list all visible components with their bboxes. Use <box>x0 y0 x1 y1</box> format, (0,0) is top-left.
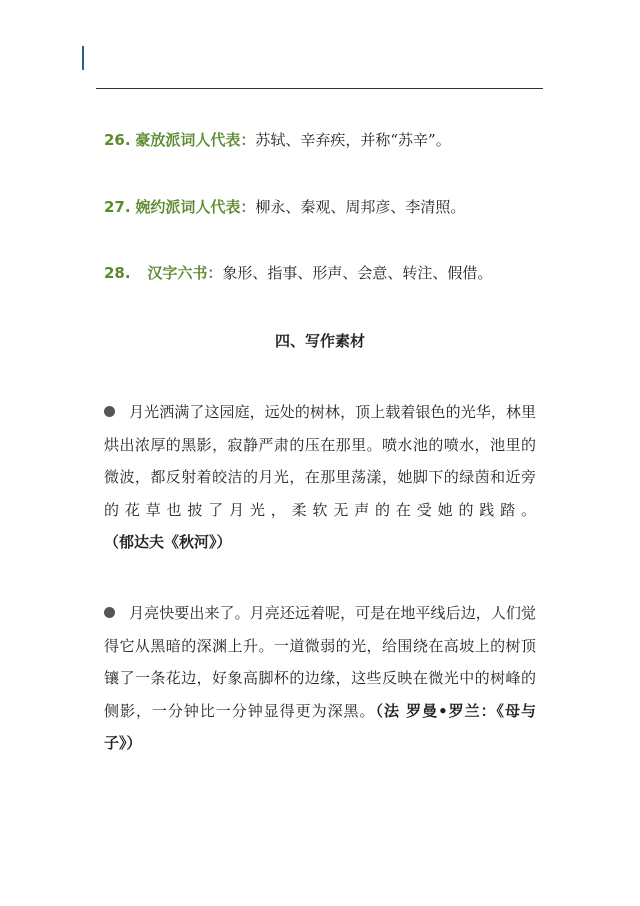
excerpt-paragraph <box>104 396 536 559</box>
bullet-icon <box>104 406 115 417</box>
section-title: 四、写作素材 <box>274 332 365 350</box>
excerpt-paragraph <box>104 597 536 760</box>
item-value: 柳永、秦观、周邦彦、李清照。 <box>255 198 466 216</box>
excerpt-source: （法 罗曼•罗兰：《母与子》） <box>104 701 536 752</box>
item-value: 苏轼、辛弃疾，并称“苏辛”。 <box>255 131 451 149</box>
excerpt-text: 月亮快要出来了。月亮还远着呢，可是在地平线后边，人们觉得它从黑暗的深渊上升。一道微弱的光，给围绕在高坡上的树顶镶了一条花边，好象高脚杯的边缘，这些反映在微光中的树峰的侧影，一分钟比一分钟显得更为深黑。 <box>104 604 536 720</box>
item-number: 27. <box>104 198 131 216</box>
bullet-icon <box>104 607 115 618</box>
item-term: 汉字六书： <box>147 264 223 282</box>
header-accent-bar <box>82 46 84 70</box>
list-item-26 <box>104 129 451 151</box>
item-number: 26. <box>104 131 131 149</box>
list-item-28 <box>104 262 492 284</box>
list-item-27 <box>104 196 465 218</box>
excerpt-text: 月光洒满了这园庭，远处的树林，顶上载着银色的光华，林里烘出浓厚的黑影，寂静严肃的压在那里。喷水池的喷水，池里的微波，都反射着皎洁的月光，在那里荡漾，她脚下的绿茵和近旁的花草也披了月光，柔软无声的在受她的践踏。 <box>104 403 536 519</box>
item-value: 象形、指事、形声、会意、转注、假借。 <box>222 264 493 282</box>
header-rule <box>96 88 543 89</box>
item-term: 婉约派词人代表： <box>135 198 256 216</box>
item-term: 豪放派词人代表： <box>135 131 256 149</box>
excerpt-source: （郁达夫《秋河》） <box>104 533 232 551</box>
item-number: 28. <box>104 264 131 282</box>
